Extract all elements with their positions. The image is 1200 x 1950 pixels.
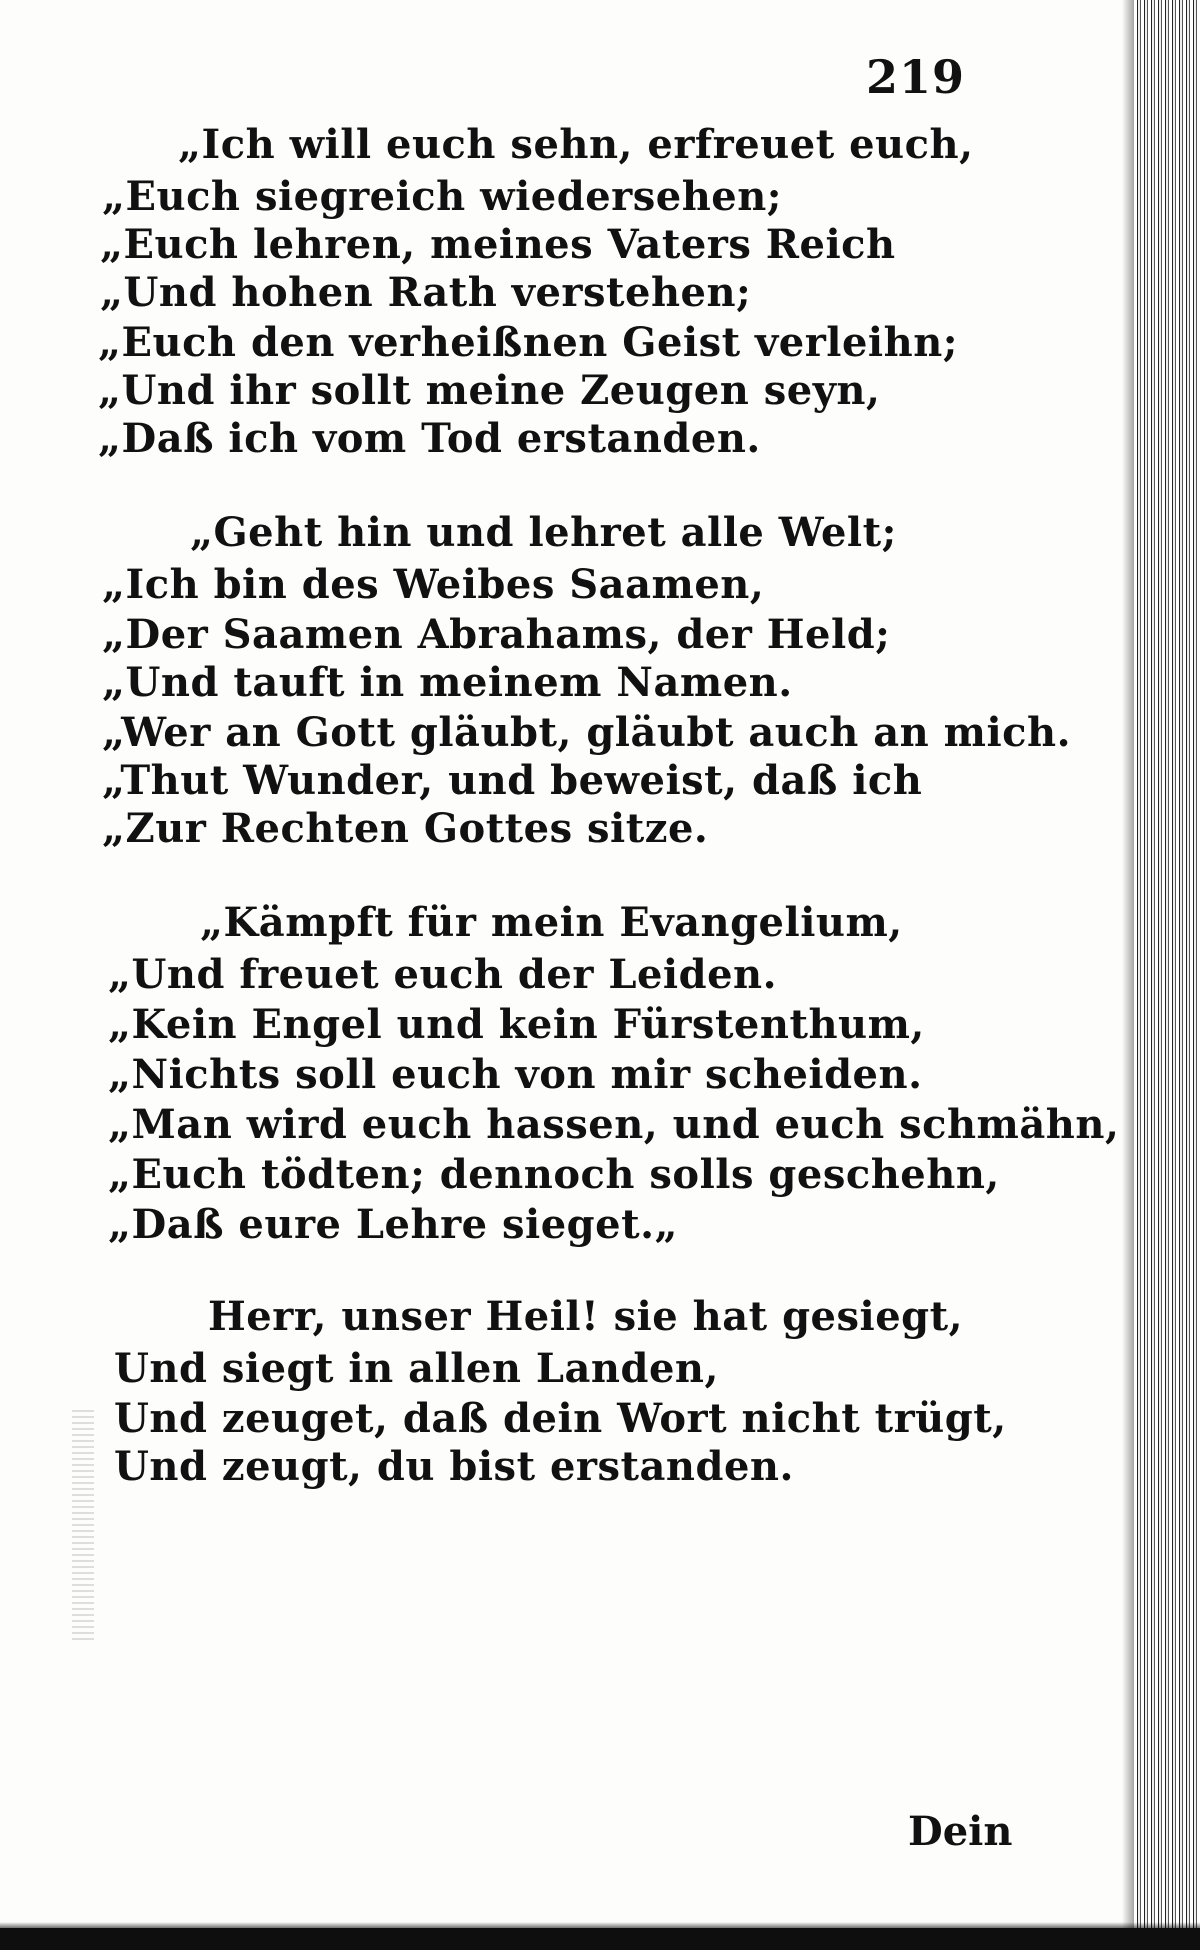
verse-line: Und siegt in allen Landen, (114, 1345, 719, 1392)
verse-line: „Wer an Gott gläubt, gläubt auch an mich. (102, 709, 1072, 756)
verse-line: „Euch siegreich wiedersehen; (102, 173, 783, 220)
verse-line: „Ich will euch sehn, erfreuet euch, (178, 121, 974, 168)
verse-line: „Und tauft in meinem Namen. (102, 659, 793, 706)
verse-line: „Kein Engel und kein Fürstenthum, (108, 1001, 925, 1048)
verse-line: „Und ihr sollt meine Zeugen seyn, (98, 367, 881, 414)
verse-line: „Und freuet euch der Leiden. (108, 951, 778, 998)
margin-ink-smudge (72, 1410, 94, 1640)
verse-line: „Euch den verheißnen Geist verleihn; (98, 319, 959, 366)
verse-line: „Ich bin des Weibes Saamen, (102, 561, 765, 608)
verse-line: „Geht hin und lehret alle Welt; (190, 509, 897, 556)
verse-line: „Euch tödten; dennoch solls geschehn, (108, 1151, 1000, 1198)
verse-line: Herr, unser Heil! sie hat gesiegt, (208, 1293, 964, 1340)
verse-line: „Euch lehren, meines Vaters Reich (100, 221, 896, 268)
verse-line: Und zeugt, du bist erstanden. (114, 1443, 794, 1490)
verse-line: „Und hohen Rath verstehen; (100, 269, 752, 316)
verse-line: „Der Saamen Abrahams, der Held; (102, 611, 891, 658)
verse-line: „Daß ich vom Tod erstanden. (98, 415, 761, 462)
verse-line: „Thut Wunder, und beweist, daß ich (102, 757, 923, 804)
verse-line: Und zeuget, daß dein Wort nicht trügt, (114, 1395, 1007, 1442)
verse-line: „Zur Rechten Gottes sitze. (102, 805, 709, 852)
binding-shadow (1122, 0, 1134, 1950)
verse-line: „Nichts soll euch von mir scheiden. (108, 1051, 923, 1098)
page-number: 219 (866, 50, 966, 104)
verse-line: „Kämpft für mein Evangelium, (200, 899, 903, 946)
verse-line: „Daß eure Lehre sieget.„ (108, 1201, 679, 1248)
catchword: Dein (908, 1808, 1013, 1855)
book-edge (1134, 0, 1200, 1950)
verse-line: „Man wird euch hassen, und euch schmähn, (108, 1101, 1120, 1148)
bottom-edge (0, 1928, 1200, 1950)
